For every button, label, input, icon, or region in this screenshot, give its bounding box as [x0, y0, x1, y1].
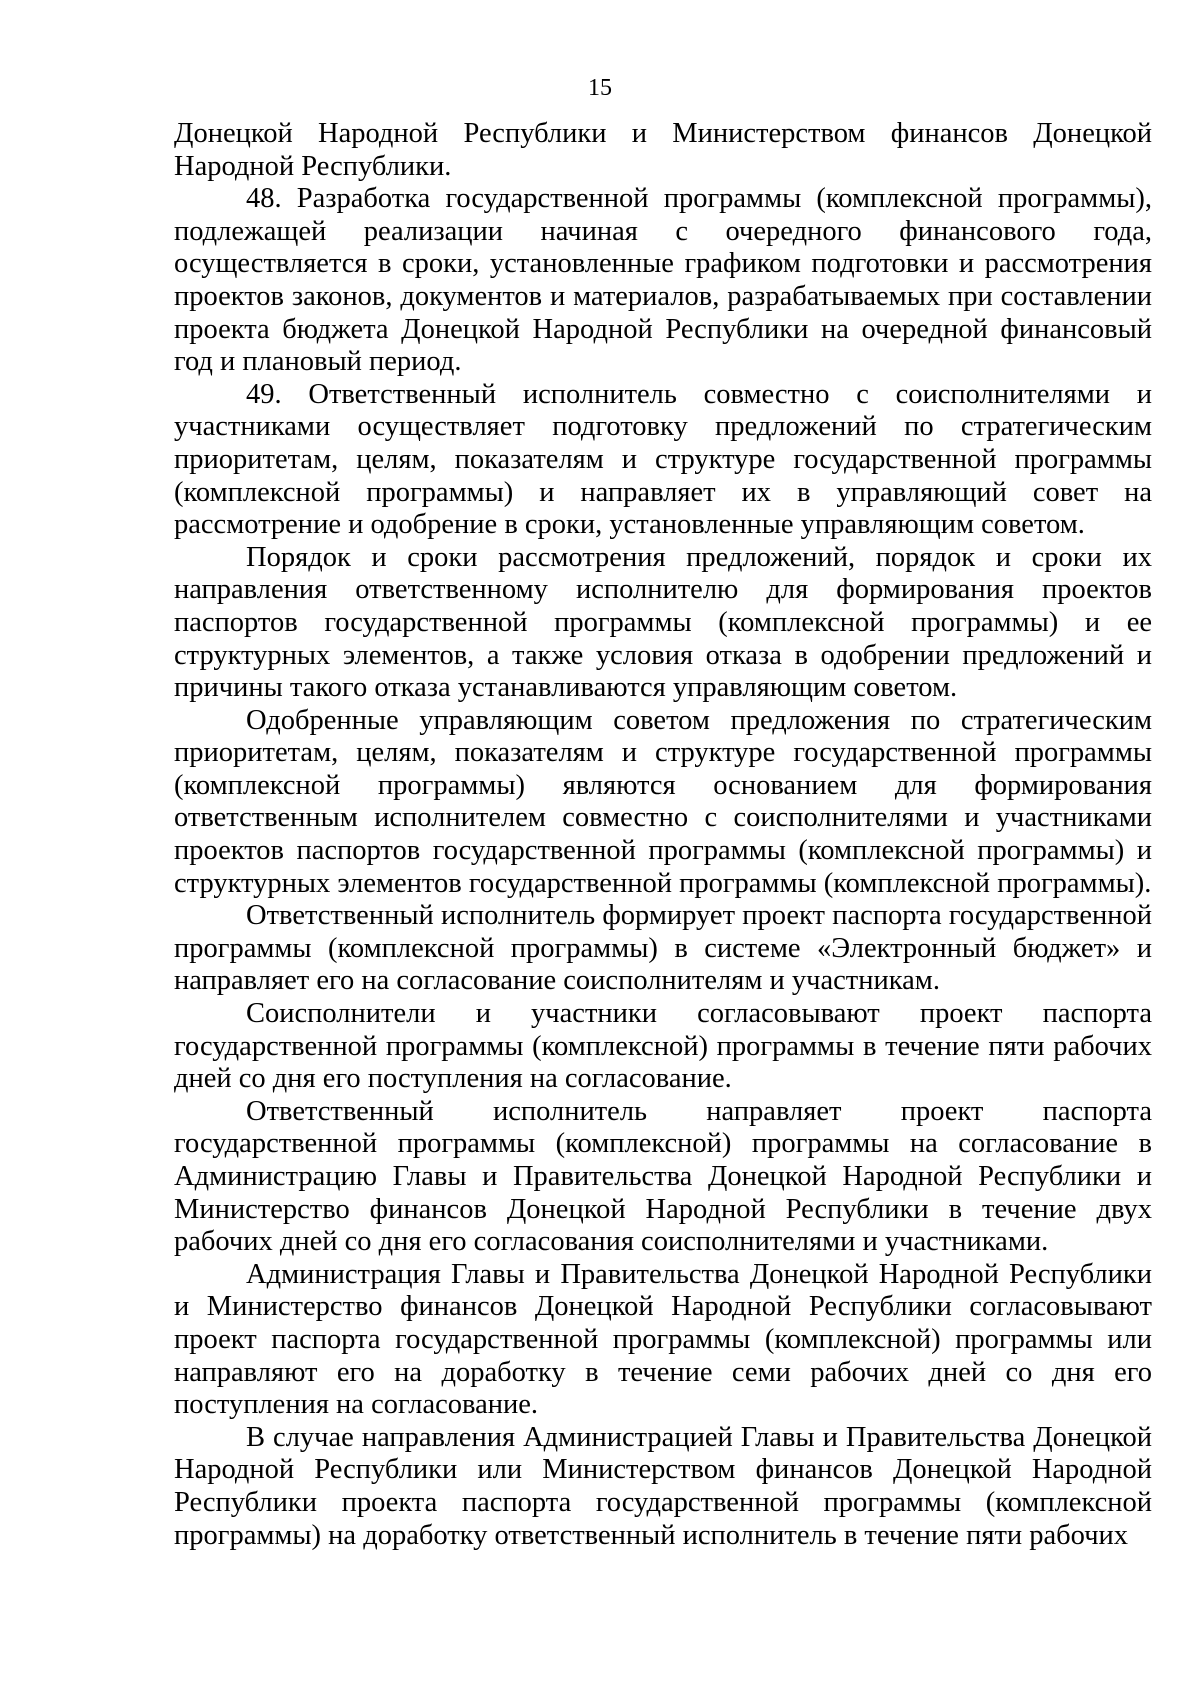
paragraph-review-procedure: Порядок и сроки рассмотрения предложений, порядок и сроки их направления ответственному исполнителю для формирования проектов паспортов государственной программы (комплексной программы) и ее структурных элементов, а также условия отказа в одобрении предложений и причины такого отказа устанавливаются управляющим советом. [174, 541, 1152, 704]
paragraph-item-48: 48. Разработка государственной программы (комплексной программы), подлежащей реализации начиная с очередного финансового года, осуществляется в сроки, установленные графиком подготовки и рассмотрения проектов законов, документов и материалов, разрабатываемых при составлении проекта бюджета Донецкой Народной Республики на очередной финансовый год и плановый период. [174, 183, 1152, 378]
document-body [174, 118, 1152, 1552]
paragraph-administration-approval: Администрация Главы и Правительства Донецкой Народной Республики и Министерство финансов Донецкой Народной Республики согласовывают проект паспорта государственной программы (комплексной) программы или направляют его на доработку в течение семи рабочих дней со дня его поступления на согласование. [174, 1258, 1152, 1421]
paragraph-submission-administration: Ответственный исполнитель направляет проект паспорта государственной программы (комплексной) программы на согласование в Администрацию Главы и Правительства Донецкой Народной Республики и Министерство финансов Донецкой Народной Республики в течение двух рабочих дней со дня его согласования соисполнителями и участниками. [174, 1095, 1152, 1258]
paragraph-passport-formation: Ответственный исполнитель формирует проект паспорта государственной программы (комплексной программы) в системе «Электронный бюджет» и направляет его на согласование соисполнителям и участникам. [174, 900, 1152, 997]
page-number: 15 [588, 75, 612, 101]
paragraph-co-executor-approval: Соисполнители и участники согласовывают проект паспорта государственной программы (комплексной) программы в течение пяти рабочих дней со дня его поступления на согласование. [174, 998, 1152, 1095]
paragraph-approved-proposals: Одобренные управляющим советом предложения по стратегическим приоритетам, целям, показателям и структуре государственной программы (комплексной программы) являются основанием для формирования ответственным исполнителем совместно с соисполнителями и участниками проектов паспортов государственной программы (комплексной программы) и структурных элементов государственной программы (комплексной программы). [174, 704, 1152, 899]
paragraph-revision-case: В случае направления Администрацией Главы и Правительства Донецкой Народной Республики или Министерством финансов Донецкой Народной Республики проекта паспорта государственной программы (комплексной программы) на доработку ответственный исполнитель в течение пяти рабочих [174, 1421, 1152, 1551]
paragraph-continuation: Донецкой Народной Республики и Министерством финансов Донецкой Народной Республики. [174, 118, 1152, 182]
paragraph-item-49: 49. Ответственный исполнитель совместно с соисполнителями и участниками осуществляет подготовку предложений по стратегическим приоритетам, целям, показателям и структуре государственной программы (комплексной программы) и направляет их в управляющий совет на рассмотрение и одобрение в сроки, установленные управляющим советом. [174, 378, 1152, 541]
